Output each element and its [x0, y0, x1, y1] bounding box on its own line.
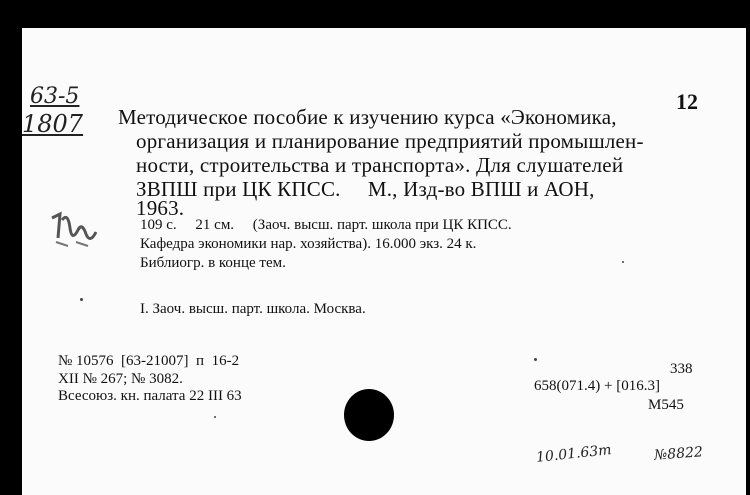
title-line-3: ности, строительства и транспорта». Для слушателей — [136, 153, 624, 177]
library-stamp-mark — [48, 208, 104, 250]
scan-speck — [80, 298, 83, 301]
title-line-2: организация и планирование предприятий промышлен- — [136, 129, 644, 153]
card-number: 12 — [676, 89, 698, 114]
handwritten-note-number: №8822 — [653, 444, 704, 464]
punch-hole — [344, 389, 394, 441]
details-line-2: Кафедра экономики нар. хозяйства). 16.000 экз. 24 к. — [140, 236, 477, 252]
classification-line-1: 338 — [670, 361, 693, 377]
classification-line-2: 658(071.4) + [016.3] — [534, 378, 660, 394]
registry-line-3: Всесоюз. кн. палата 22 III 63 — [58, 388, 242, 404]
scan-speck — [534, 358, 537, 361]
title-line-5: 1963. — [136, 196, 185, 220]
handwritten-code-bottom: 1807 — [22, 110, 84, 138]
handwritten-note-date: 10.01.63т — [535, 442, 613, 466]
scan-speck — [622, 261, 624, 263]
scan-speck — [214, 416, 216, 418]
title-line-4: ЗВПШ при ЦК КПСС. М., Изд-во ВПШ и АОН, — [136, 177, 595, 201]
catalog-card — [22, 28, 746, 495]
details-line-3: Библиогр. в конце тем. — [140, 255, 286, 271]
registry-line-1: № 10576 [63-21007] п 16-2 — [58, 353, 240, 369]
subject-entry: I. Заоч. высш. парт. школа. Москва. — [140, 301, 366, 317]
title-line-1: Методическое пособие к изучению курса «Экономика, — [118, 105, 617, 129]
details-line-1: 109 с. 21 см. (Заоч. высш. парт. школа при ЦК КПСС. — [140, 217, 512, 233]
classification-line-3: М545 — [648, 397, 684, 413]
registry-line-2: XII № 267; № 3082. — [58, 371, 183, 387]
handwritten-code-top: 63-5 — [30, 84, 80, 109]
